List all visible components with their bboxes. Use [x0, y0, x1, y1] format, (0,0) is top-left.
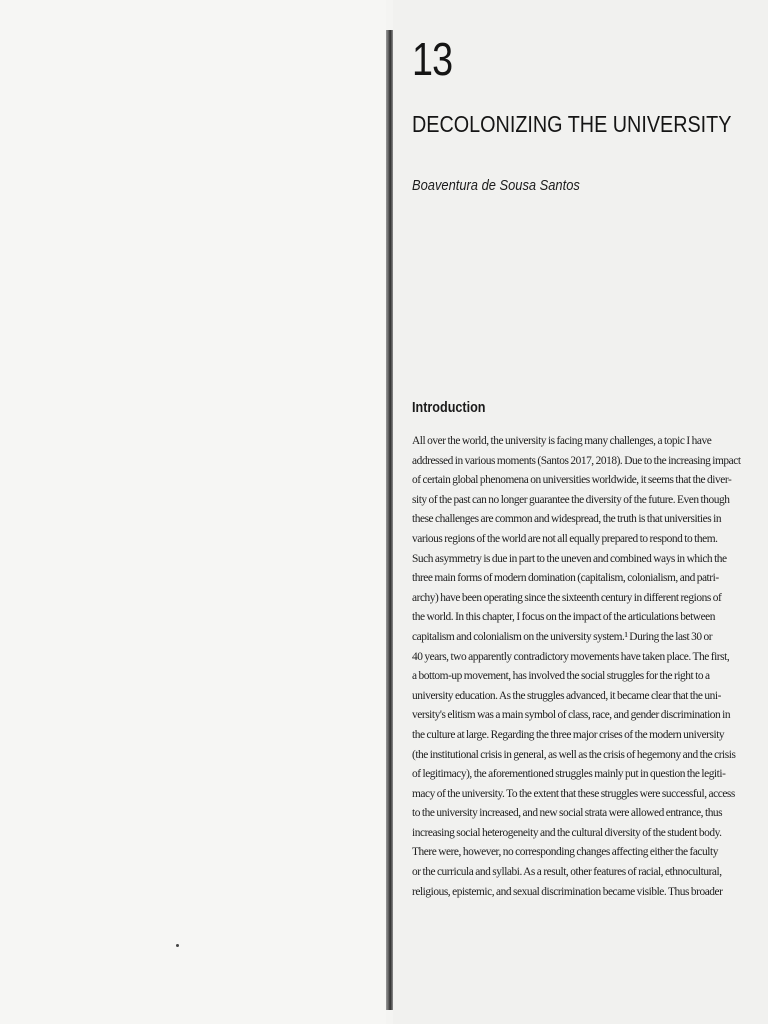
body-line: Such asymmetry is due in part to the uneven and combined ways in which the — [412, 552, 727, 565]
body-line: archy) have been operating since the sixteenth century in different regions of — [412, 591, 722, 604]
body-line: the culture at large. Regarding the three major crises of the modern university — [412, 728, 725, 741]
chapter-title: DECOLONIZING THE UNIVERSITY — [412, 111, 732, 137]
body-line: increasing social heterogeneity and the cultural diversity of the student body. — [412, 826, 722, 839]
chapter-number: 13 — [412, 33, 453, 85]
body-text — [412, 432, 741, 902]
body-line: sity of the past can no longer guarantee the diversity of the future. Even though — [412, 493, 730, 506]
body-line: religious, epistemic, and sexual discrimination became visible. Thus broader — [412, 885, 723, 898]
body-line: addressed in various moments (Santos 2017, 2018). Due to the increasing impact — [412, 454, 741, 467]
book-gutter — [386, 30, 393, 1010]
scan-speck — [176, 944, 179, 947]
body-line: All over the world, the university is facing many challenges, a topic I have — [412, 435, 712, 447]
body-line: of certain global phenomena on universities worldwide, it seems that the diver- — [412, 474, 732, 487]
body-line: a bottom-up movement, has involved the social struggles for the right to a — [412, 670, 710, 683]
body-line: 40 years, two apparently contradictory movements have taken place. The first, — [412, 650, 730, 663]
body-line: capitalism and colonialism on the university system.¹ During the last 30 or — [412, 630, 713, 643]
body-line: three main forms of modern domination (capitalism, colonialism, and patri- — [412, 572, 719, 585]
body-line: the world. In this chapter, I focus on the impact of the articulations between — [412, 611, 716, 624]
body-line: versity's elitism was a main symbol of class, race, and gender discrimination in — [412, 709, 731, 722]
body-line: macy of the university. To the extent that these struggles were successful, access — [412, 787, 735, 800]
section-heading: Introduction — [412, 399, 486, 416]
body-line: these challenges are common and widespread, the truth is that universities in — [412, 513, 722, 526]
body-line: to the university increased, and new social strata were allowed entrance, thus — [412, 807, 723, 820]
body-line: or the curricula and syllabi. As a result, other features of racial, ethnocultural, — [412, 866, 722, 879]
body-line: There were, however, no corresponding changes affecting either the faculty — [412, 846, 718, 859]
body-line: of legitimacy), the aforementioned struggles mainly put in question the legiti- — [412, 768, 726, 781]
body-line: university education. As the struggles advanced, it became clear that the uni- — [412, 689, 721, 702]
chapter-author: Boaventura de Sousa Santos — [412, 177, 580, 194]
body-line: various regions of the world are not all equally prepared to respond to them. — [412, 532, 718, 545]
body-line: (the institutional crisis in general, as well as the crisis of hegemony and the crisis — [412, 748, 736, 761]
